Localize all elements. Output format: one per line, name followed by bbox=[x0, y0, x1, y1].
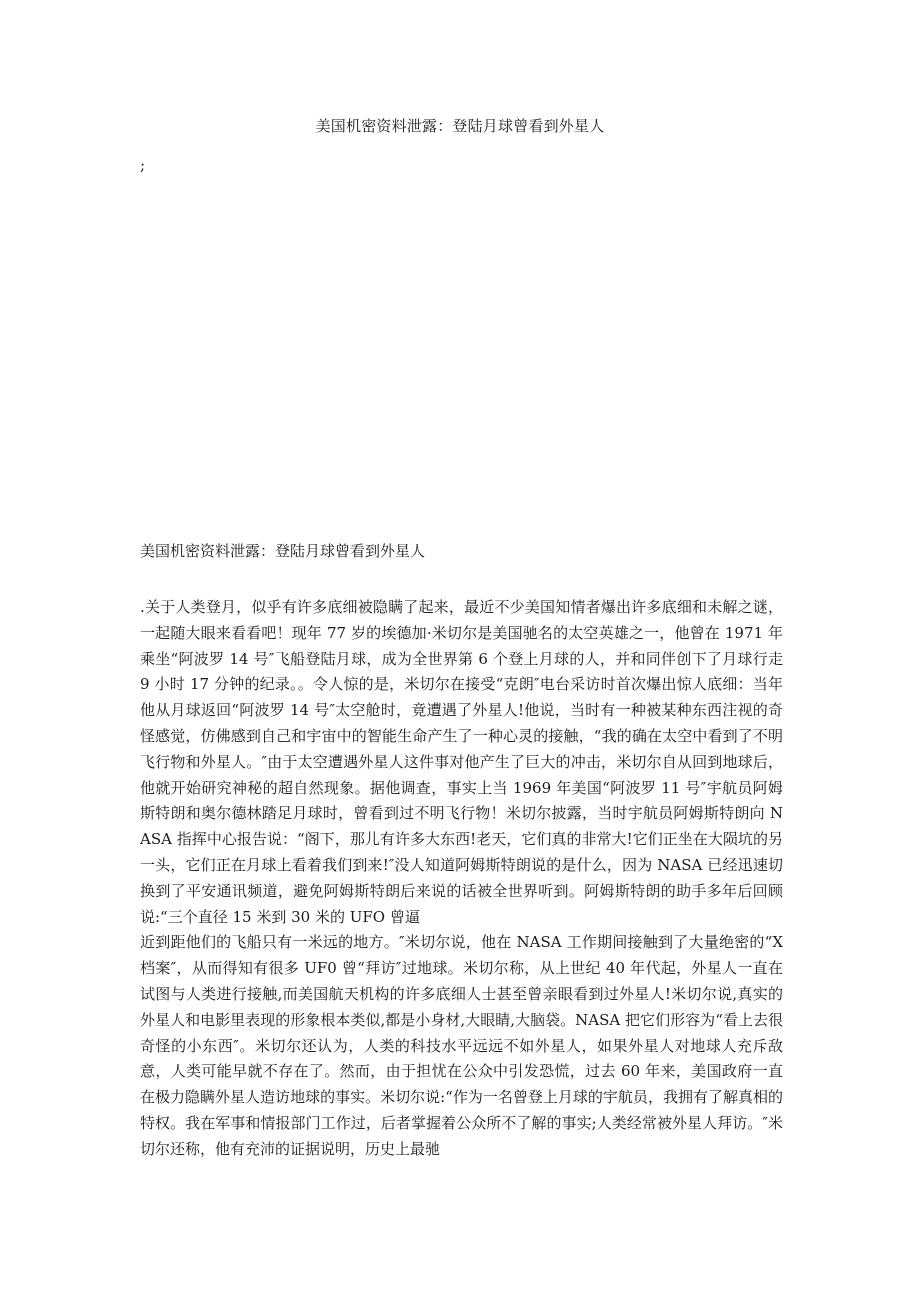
paragraph-2: 近到距他们的飞船只有一米远的地方。″米切尔说，他在 NASA 工作期间接触到了大量绝密的“X 档案″，从而得知有很多 UF0 曾“拜访″过地球。米切尔称，从上世纪 40 年代起，外星人一直在试图与人类进行接触,而美国航天机构的许多底细人士甚至曾亲眼看到过外星人!米切尔说,真实的外星人和电影里表现的形象根本类似,都是小身材,大眼睛,大脑袋。NASA 把它们形容为“看上去很奇怪的小东西″。米切尔还认为，人类的科技水平远远不如外星人，如果外星人对地球人充斥敌意，人类可能早就不存在了。然而，由于担忧在公众中引发恐慌，过去 60 年来，美国政府一直在极力隐瞒外星人造访地球的事实。米切尔说:“作为一名曾登上月球的宇航员，我拥有了解真相的特权。我在军事和情报部门工作过，后者掌握着公众所不了解的事实;人类经常被外星人拜访。″米切尔还称，他有充沛的证据说明，历史上最驰 bbox=[140, 933, 783, 1158]
stray-semicolon: ; bbox=[140, 156, 146, 174]
paragraph-1: .关于人类登月，似乎有许多底细被隐瞒了起来，最近不少美国知情者爆出许多底细和未解之谜，一起随大眼来看看吧！现年 77 岁的埃德加·米切尔是美国驰名的太空英雄之一，他曾在 1971 年乘坐“阿波罗 14 号″飞船登陆月球，成为全世界第 6 个登上月球的人，并和同伴创下了月球行走 9 小时 17 分钟的纪录。。令人惊的是，米切尔在接受“克朗″电台采访时首次爆出惊人底细：当年他从月球返回“阿波罗 14 号″太空舱时，竟遭遇了外星人!他说，当时有一种被某种东西注视的奇怪感觉，仿佛感到自己和宇宙中的智能生命产生了一种心灵的接触，“我的确在太空中看到了不明飞行物和外星人。″由于太空遭遇外星人这件事对他产生了巨大的冲击，米切尔自从回到地球后，他就开始研究神秘的超自然现象。据他调查，事实上当 1969 年美国“阿波罗 11 号″宇航员阿姆斯特朗和奥尔德林踏足月球时，曾看到过不明飞行物！米切尔披露，当时宇航员阿姆斯特朗向 NASA 指挥中心报告说：“阁下，那儿有许多大东西!老天，它们真的非常大!它们正坐在大陨坑的另一头，它们正在月球上看着我们到来!″没人知道阿姆斯特朗说的是什么，因为 NASA 已经迅速切换到了平安通讯频道，避免阿姆斯特朗后来说的话被全世界听到。阿姆斯特朗的助手多年后回顾说:“三个直径 15 米到 30 米的 UFO 曾逼 bbox=[140, 598, 783, 926]
page-title: 美国机密资料泄露：登陆月球曾看到外星人 bbox=[315, 117, 605, 135]
section-title: 美国机密资料泄露：登陆月球曾看到外星人 bbox=[140, 542, 426, 560]
article-body bbox=[140, 595, 783, 1163]
